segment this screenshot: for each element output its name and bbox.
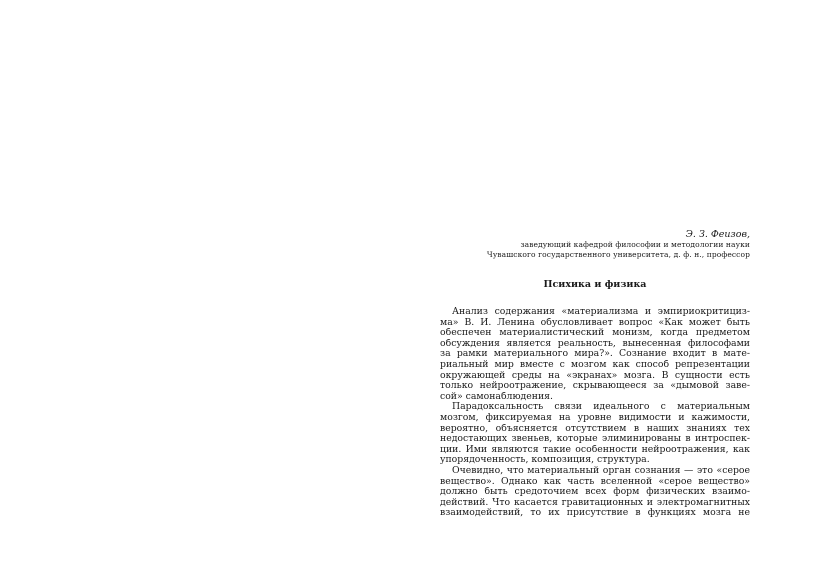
text-line: действий. Что касается гравитационных и электромагнитных: [440, 497, 750, 508]
text-line: за рамки материального мира?». Сознание входит в мате-: [440, 349, 750, 360]
text-line: недостающих звеньев, которые элиминированы в интроспек-: [440, 434, 750, 445]
text-line: взаимодействий, то их присутствие в функциях мозга не: [440, 508, 750, 519]
text-line: ции. Ими являются такие особенности нейроотражения, как: [440, 444, 750, 455]
affiliation-line-2: Чувашского государственного университета, д. ф. н., профессор: [486, 250, 750, 259]
text-line: ма» В. И. Ленина обусловливает вопрос «Как может быть: [440, 317, 750, 328]
text-line: риальный мир вместе с мозгом как способ репрезентации: [440, 359, 750, 370]
text-line: обеспечен материалистический монизм, когда предметом: [440, 328, 750, 339]
text-line: Очевидно, что материальный орган сознания — это «серое: [452, 465, 750, 476]
article-title: Психика и физика: [543, 279, 647, 290]
paragraph-2: [440, 402, 750, 466]
article-column: [440, 229, 750, 519]
text-line: вещество». Однако как часть вселенной «серое вещество»: [440, 476, 750, 487]
text-line: окружающей среды на «экранах» мозга. В сущности есть: [440, 370, 750, 381]
text-line: мозгом, фиксируемая на уровне видимости и кажимости,: [440, 412, 750, 423]
paragraph-3: [440, 466, 750, 519]
text-line: обсуждения является реальность, вынесенная философами: [440, 338, 750, 349]
text-line: должно быть средоточием всех форм физических взаимо-: [440, 487, 750, 498]
text-line: Парадоксальность связи идеального с материальным: [452, 402, 750, 413]
text-line: сой» самонаблюдения.: [440, 391, 553, 402]
author-name: Э. З. Феизов,: [685, 229, 750, 240]
text-line: только нейроотражение, скрывающееся за «дымовой заве-: [440, 381, 750, 392]
text-line: Анализ содержания «материализма и эмпириокритициз-: [452, 307, 750, 317]
affiliation-line-1: заведующий кафедрой философии и методологии науки: [520, 240, 750, 249]
text-line: упорядоченность, композиция, структура.: [440, 455, 650, 466]
text-line: вероятно, объясняется отсутствием в наших знаниях тех: [440, 423, 750, 434]
paragraph-1: [440, 307, 750, 402]
